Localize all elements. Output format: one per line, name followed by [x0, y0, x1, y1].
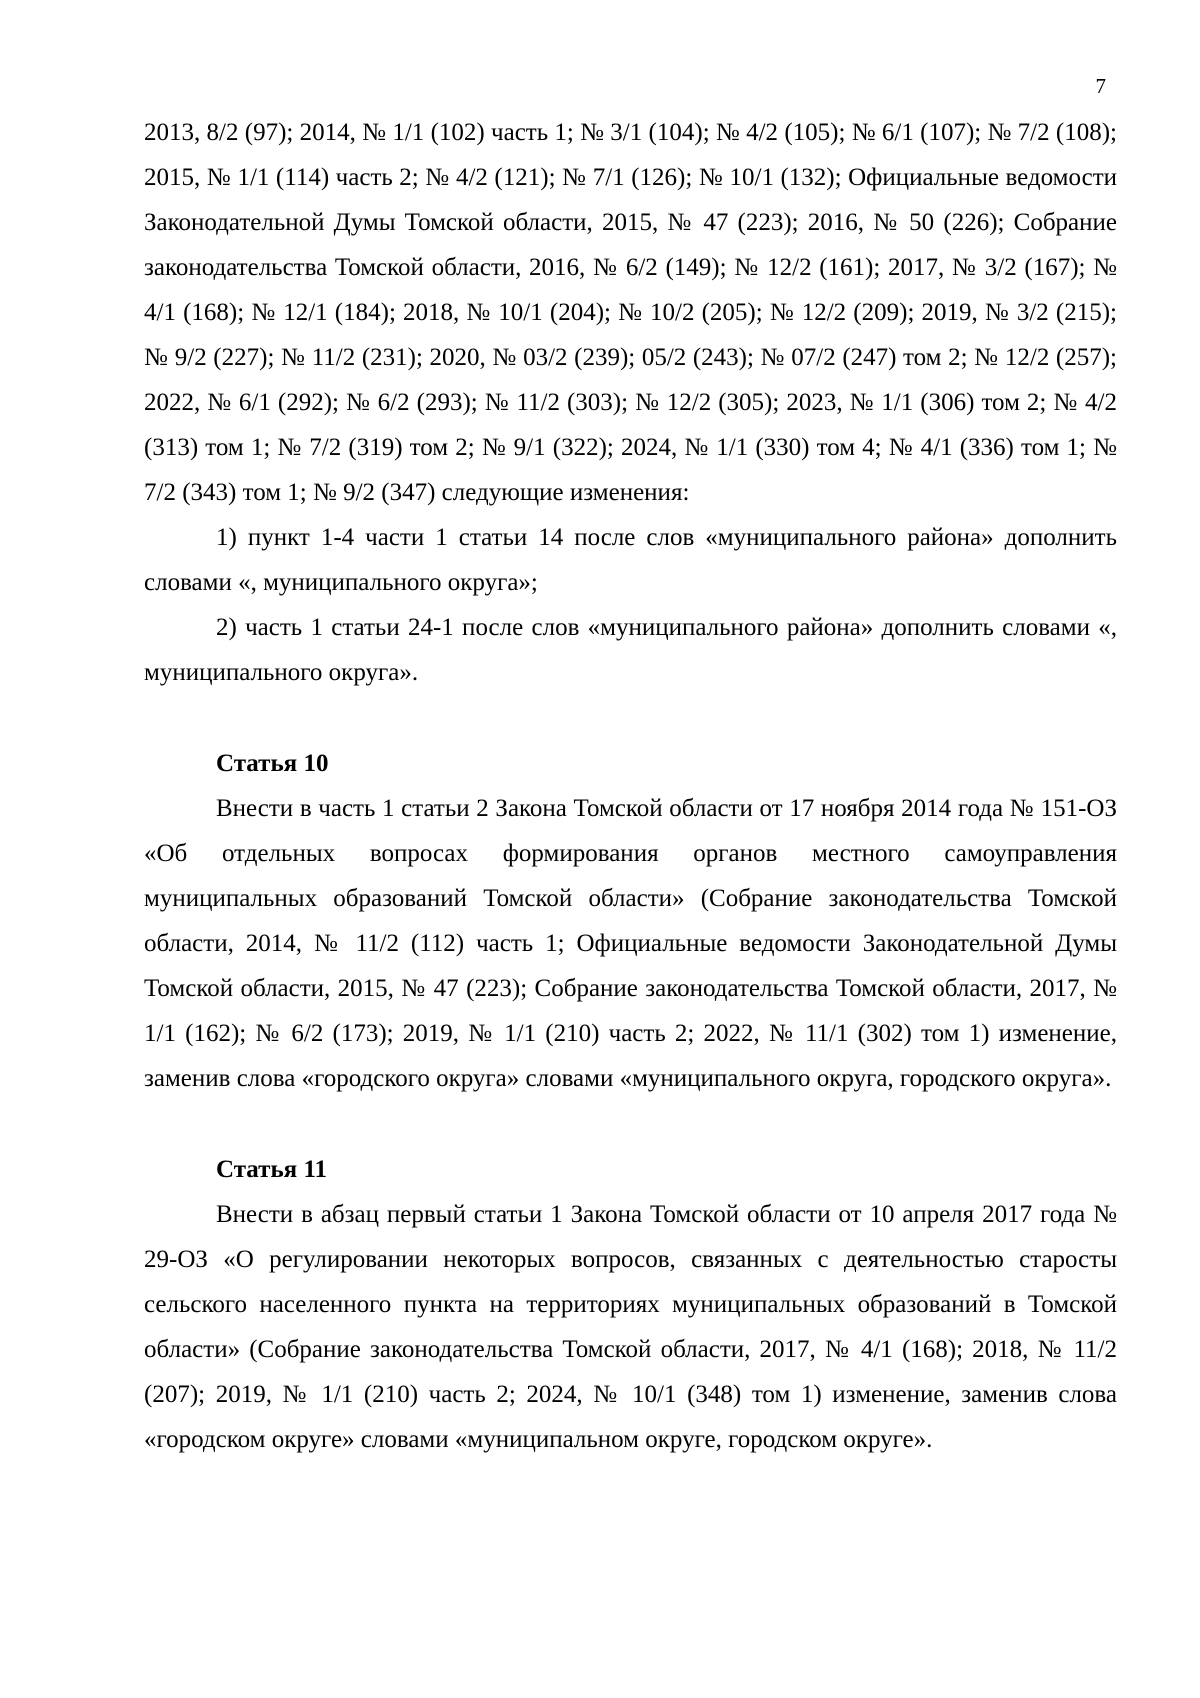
article-10-text: Внести в часть 1 статьи 2 Закона Томской области от 17 ноября 2014 года № 151-ОЗ «Об отдельных вопросах формирования органов местного самоуправления муниципальных образований Томской области» (Собрание законодательства Томской области, 2014, № 11/2 (112) часть 1; Официальные ведомости Законодательной Думы Томской области, 2015, № 47 (223); Собрание законодательства Томской области, 2017, № 1/1 (162); № 6/2 (173); 2019, № 1/1 (210) часть 2; 2022, № 11/1 (302) том 1) изменение, заменив слова «городского округа» словами «муниципального округа, городского округа». [144, 795, 1117, 1092]
page-number: 7 [1095, 74, 1106, 98]
intro-paragraph: 2013, 8/2 (97); 2014, № 1/1 (102) часть 1; № 3/1 (104); № 4/2 (105); № 6/1 (107); № 7/2 (108); 2015, № 1/1 (114) часть 2; № 4/2 (121); № 7/1 (126); № 10/1 (132); Официальные ведомости Законодательной Думы Томской области, 2015, № 47 (223); 2016, № 50 (226); Собрание законодательства Томской области, 2016, № 6/2 (149); № 12/2 (161); 2017, № 3/2 (167); № 4/1 (168); № 12/1 (184); 2018, № 10/1 (204); № 10/2 (205); № 12/2 (209); 2019, № 3/2 (215); № 9/2 (227); № 11/2 (231); 2020, № 03/2 (239); 05/2 (243); № 07/2 (247) том 2; № 12/2 (257); 2022, № 6/1 (292); № 6/2 (293); № 11/2 (303); № 12/2 (305); 2023, № 1/1 (306) том 2; № 4/2 (313) том 1; № 7/2 (319) том 2; № 9/1 (322); 2024, № 1/1 (330) том 4; № 4/1 (336) том 1; № 7/2 (343) том 1; № 9/2 (347) следующие изменения: [144, 119, 1117, 506]
article-10-heading: Статья 10 [216, 750, 329, 777]
article-11-heading: Статья 11 [216, 1156, 328, 1183]
amendment-item-2: 2) часть 1 статьи 24-1 после слов «муниципального района» дополнить словами «, муниципального округа». [144, 614, 1117, 686]
document-body [144, 110, 1117, 1462]
amendment-item-1: 1) пункт 1-4 части 1 статьи 14 после слов «муниципального района» дополнить словами «, муниципального округа»; [144, 524, 1117, 596]
article-11-text: Внести в абзац первый статьи 1 Закона Томской области от 10 апреля 2017 года № 29-ОЗ «О регулировании некоторых вопросов, связанных с деятельностью старосты сельского населенного пункта на территориях муниципальных образований в Томской области» (Собрание законодательства Томской области, 2017, № 4/1 (168); 2018, № 11/2 (207); 2019, № 1/1 (210) часть 2; 2024, № 10/1 (348) том 1) изменение, заменив слова «городском округе» словами «муниципальном округе, городском округе». [144, 1201, 1117, 1453]
